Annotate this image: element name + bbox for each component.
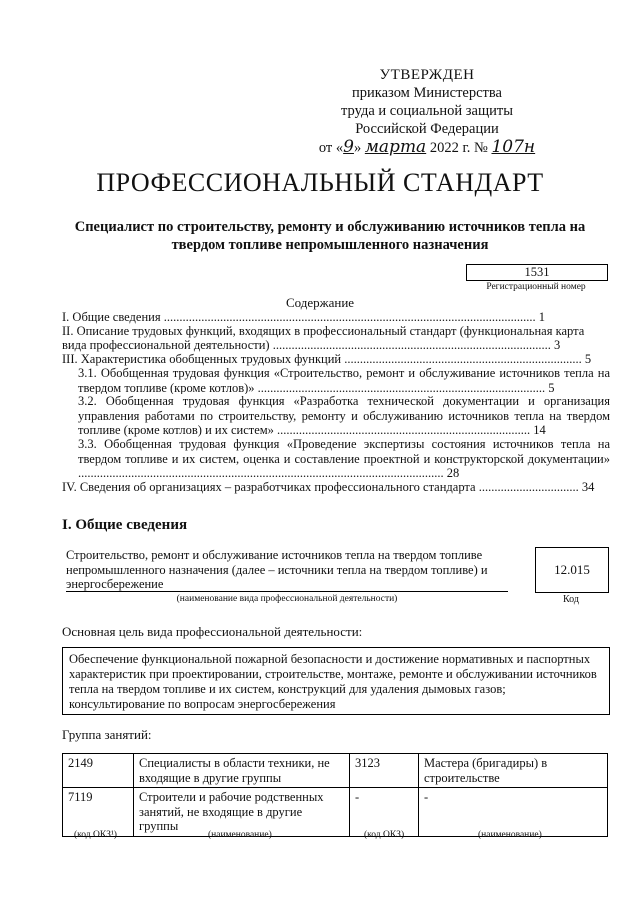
approval-line: приказом Министерства [352,85,502,101]
date-month: марта [364,137,427,157]
date-prefix: от « [318,140,344,156]
toc-entry[interactable]: II. Описание трудовых функций, входящих в профессиональный стандарт (функциональная карта вида профессиональной деятельности) ......................................................................................... 3 [62,324,585,353]
table-of-contents [62,310,610,495]
okz-code-label: (код ОКЗ) [364,830,405,840]
toc-entry[interactable]: I. Общие сведения ....................................................................................................................... 1 [62,310,545,324]
goal-text: Обеспечение функциональной пожарной безопасности и достижение нормативных и паспортных характеристик при проектировании, строительстве, монтаже, ремонте и обслуживании источников тепла на твердом топливе и их систем, конструкций для удаления дымовых газов; консультирование по вопросам энергосбережения [62,647,610,715]
standard-name: Специалист по строительству, ремонту и обслуживанию источников тепла на твердом топливе непромышленного назначения [74,219,586,253]
goal-label: Основная цель вида профессиональной деятельности: [62,624,363,639]
occupation-name: Мастера (бригадиры) в строительстве [419,754,608,788]
registration-label: Регистрационный номер [486,282,586,292]
approval-line: Российской Федерации [355,121,499,137]
group-label: Группа занятий: [62,727,152,742]
activity-code: 12.015 [535,547,609,593]
section-heading: I. Общие сведения [62,517,188,533]
toc-entry[interactable]: 3.2. Обобщенная трудовая функция «Разработка технической документации и организация управления работами по строительству, ремонту и обслуживанию источников тепла на твердом топливе (кроме котлов) и их систем» ................................................................................. 14 [78,394,610,437]
activity-kind-label: (наименование вида профессиональной деятельности) [176,594,398,604]
toc-heading: Содержание [285,295,355,310]
okz-code: 2149 [63,754,134,788]
registration-number: 1531 [466,264,608,281]
toc-entry[interactable]: IV. Сведения об организациях – разработчиках профессионального стандарта ................................ 34 [62,480,595,495]
approval-block [312,66,542,157]
toc-entry[interactable]: III. Характеристика обобщенных трудовых функций ............................................................................ 5 [62,352,592,367]
okz-code: 7119 [63,788,134,837]
name-label: (наименование) [208,830,272,840]
occupation-name: - [419,788,608,837]
date-mid: » [353,140,362,156]
okz-code: - [350,788,419,837]
approval-line: труда и социальной защиты [341,103,513,119]
toc-entry[interactable]: 3.1. Обобщенная трудовая функция «Строительство, ремонт и обслуживание источников тепла на твердом топливе (кроме котлов)» ............................................................................................ 5 [78,366,610,395]
activity-kind-name: Строительство, ремонт и обслуживание источников тепла на твердом топливе непромышленного назначения (далее – источники тепла на твердом топливе) и энергосбережение [66,548,488,591]
approval-heading: УТВЕРЖДЕН [379,67,475,83]
occupation-name: Специалисты в области техники, не входящие в другие группы [134,754,350,788]
approval-date [312,138,542,157]
table-row [63,754,608,788]
document-title: ПРОФЕССИОНАЛЬНЫЙ СТАНДАРТ [96,168,544,197]
table-row [63,788,608,837]
occupation-name: Строители и рабочие родственных занятий, не входящие в другие группы [134,788,350,837]
date-year: 2022 г. № [429,140,488,156]
order-number: 107н [491,137,536,157]
okz-code-label: (код ОКЗ¹) [74,830,117,840]
code-label: Код [563,594,579,605]
date-day: 9 [343,137,354,157]
occupations-table [62,753,608,837]
divider [66,591,508,592]
name-label: (наименование) [478,830,542,840]
okz-code: 3123 [350,754,419,788]
toc-entry[interactable]: 3.3. Обобщенная трудовая функция «Проведение экспертизы состояния источников тепла на твердом топливе и их систем, оценка и составление проектной и конструкторской документации» ..................................................................................................................... 28 [78,437,610,480]
